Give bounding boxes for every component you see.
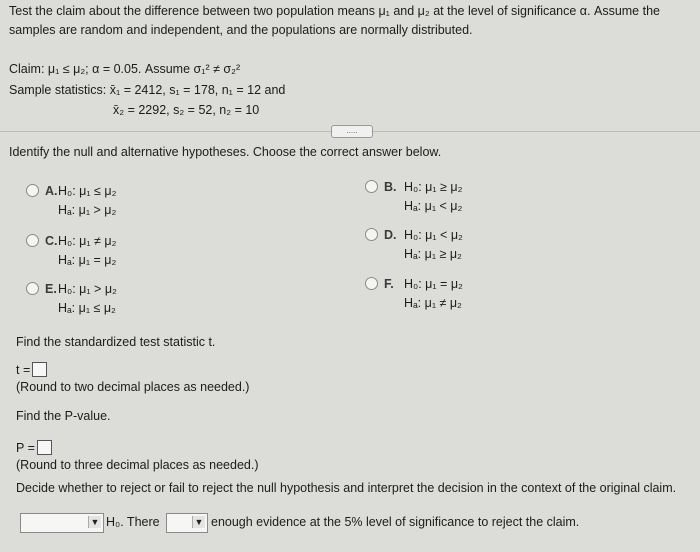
decision-mid-text: H₀. There (106, 515, 160, 529)
option-c-letter: C. (45, 234, 58, 248)
question-test-statistic: Find the standardized test statistic t. (16, 335, 216, 349)
t-answer-row (16, 362, 47, 377)
option-e-radio[interactable] (26, 282, 39, 295)
question-hypotheses: Identify the null and alternative hypotheses. Choose the correct answer below. (9, 145, 442, 159)
option-e-ha: Hₐ: μ₁ ≤ μ₂ (58, 301, 116, 315)
option-e-letter: E. (45, 282, 57, 296)
intro-line-2: samples are random and independent, and the populations are normally distributed. (9, 23, 473, 37)
t-label: t = (16, 363, 31, 377)
option-f-radio[interactable] (365, 277, 378, 290)
option-c-radio[interactable] (26, 234, 39, 247)
option-d-radio[interactable] (365, 228, 378, 241)
option-c-h0: H₀: μ₁ ≠ μ₂ (58, 234, 117, 248)
option-b-radio-row[interactable] (365, 180, 402, 194)
p-label: P = (16, 441, 35, 455)
option-e-h0: H₀: μ₁ > μ₂ (58, 282, 117, 296)
option-d-letter: D. (384, 228, 397, 242)
chevron-down-icon: ▼ (88, 516, 101, 528)
claim-label: Claim: (9, 62, 45, 76)
t-round-hint: (Round to two decimal places as needed.) (16, 380, 250, 394)
option-a-radio[interactable] (26, 184, 39, 197)
reject-decision-dropdown[interactable] (20, 513, 104, 533)
option-f-radio-row[interactable] (365, 277, 402, 291)
claim-row (9, 62, 240, 76)
expand-more-button[interactable]: ..... (331, 125, 373, 138)
option-b-radio[interactable] (365, 180, 378, 193)
option-b-letter: B. (384, 180, 397, 194)
chevron-down-icon: ▼ (192, 516, 205, 528)
stats-row-1 (9, 83, 285, 97)
option-f-letter: F. (384, 277, 394, 291)
option-a-ha: Hₐ: μ₁ > μ₂ (58, 203, 117, 217)
claim-text: μ₁ ≤ μ₂; α = 0.05. Assume σ₁² ≠ σ₂² (47, 62, 241, 76)
option-c-ha: Hₐ: μ₁ = μ₂ (58, 253, 117, 267)
option-b-ha: Hₐ: μ₁ < μ₂ (404, 199, 463, 213)
stats-line-1: x̄₁ = 2412, s₁ = 178, n₁ = 12 and (109, 83, 286, 97)
t-answer-input[interactable] (32, 362, 47, 377)
option-d-h0: H₀: μ₁ < μ₂ (404, 228, 463, 242)
p-answer-row (16, 440, 52, 455)
intro-line-1: Test the claim about the difference between two population means μ₁ and μ₂ at the level of significance α. Assume the (9, 4, 660, 18)
question-decision: Decide whether to reject or fail to reject the null hypothesis and interpret the decision in the context of the original claim. (16, 481, 677, 495)
option-f-ha: Hₐ: μ₁ ≠ μ₂ (404, 296, 462, 310)
option-a-letter: A. (45, 184, 58, 198)
stats-line-2: x̄₂ = 2292, s₂ = 52, n₂ = 10 (113, 103, 260, 117)
option-b-h0: H₀: μ₁ ≥ μ₂ (404, 180, 463, 194)
evidence-dropdown[interactable] (166, 513, 208, 533)
option-d-ha: Hₐ: μ₁ ≥ μ₂ (404, 247, 462, 261)
stats-label: Sample statistics: (9, 83, 107, 97)
option-d-radio-row[interactable] (365, 228, 402, 242)
p-round-hint: (Round to three decimal places as needed.) (16, 458, 259, 472)
question-p-value: Find the P-value. (16, 409, 111, 423)
decision-end-text: enough evidence at the 5% level of significance to reject the claim. (211, 515, 580, 529)
option-a-h0: H₀: μ₁ ≤ μ₂ (58, 184, 117, 198)
option-f-h0: H₀: μ₁ = μ₂ (404, 277, 463, 291)
p-answer-input[interactable] (37, 440, 52, 455)
